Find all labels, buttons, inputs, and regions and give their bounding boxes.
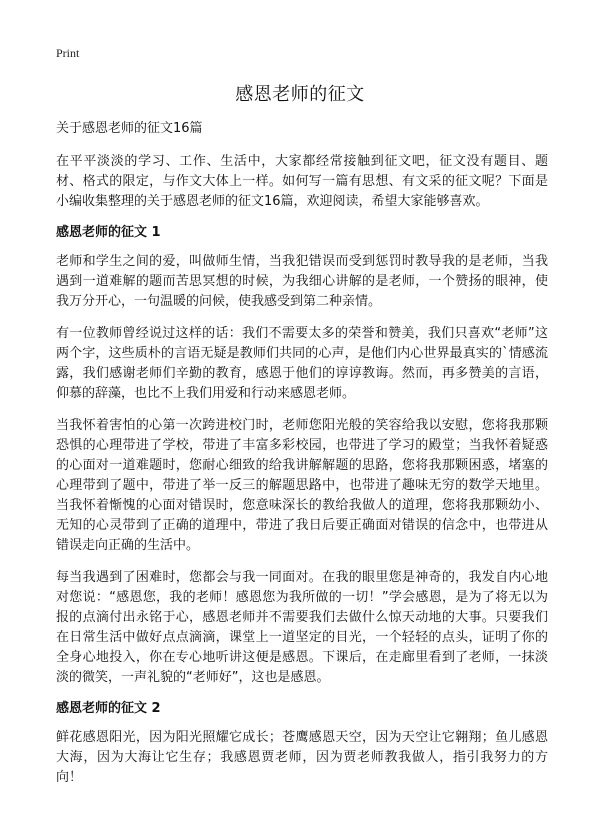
section-paragraph: 有一位教师曾经说过这样的话：我们不需要太多的荣誉和赞美，我们只喜欢“老师”这两个字，这些质朴的言语无疑是教师们共同的心声，是他们内心世界最真实的`情感流露，我们感谢老师们辛勤的教育，感恩于他们的谆谆教诲。然而，再多赞美的言语，仰慕的辞藻，也比不上我们用爱和行动来感恩老师。 [56, 326, 548, 401]
section-heading: 感恩老师的征文 2 [56, 701, 161, 716]
document-body [56, 120, 548, 800]
section-heading: 感恩老师的征文 1 [56, 225, 161, 240]
page-title: 感恩老师的征文 [235, 84, 365, 105]
intro-paragraph: 在平平淡淡的学习、工作、生活中，大家都经常接触到征文吧，征文没有题目、题材、格式的限定，与作文大体上一样。如何写一篇有思想、有文采的征文呢？下面是小编收集整理的关于感恩老师的征文16篇，欢迎阅读，希望大家能够喜欢。 [56, 154, 548, 209]
print-link[interactable]: Print [56, 46, 80, 60]
document-subtitle: 关于感恩老师的征文16篇 [56, 121, 203, 136]
section-paragraph: 老师和学生之间的爱，叫做师生情，当我犯错误而受到惩罚时教导我的是老师，当我遇到一道难解的题而苦思冥想的时候，为我细心讲解的是老师，一个赞扬的眼神，使我万分开心，一句温暖的问候，使我感受到第二种亲情。 [56, 254, 548, 309]
section-paragraph: 当我怀着害怕的心第一次跨进校门时，老师您阳光般的笑容给我以安慰，您将我那颗恐惧的心理带进了学校，带进了丰富多彩校园，也带进了学习的殿堂；当我怀着疑惑的心面对一道难题时，您耐心细致的给我讲解解题的思路，您将我那颗困惑，堵塞的心理带到了题中，带进了举一反三的解题思路中，也带进了趣味无穷的数学天地里。当我怀着惭愧的心面对错误时，您意味深长的教给我做人的道理，您将我那颗幼小、无知的心灵带到了正确的道理中，带进了我日后要正确面对错误的信念中，也带进从错误走向正确的生活中。 [56, 418, 548, 553]
section-paragraph: 鲜花感恩阳光，因为阳光照耀它成长；苍鹰感恩天空，因为天空让它翱翔；鱼儿感恩大海，因为大海让它生存；我感恩贾老师，因为贾老师教我做人，指引我努力的方向！ [56, 730, 548, 785]
section-paragraph: 每当我遇到了困难时，您都会与我一同面对。在我的眼里您是神奇的，我发自内心地对您说：“感恩您，我的老师！感恩您为我所做的一切！”学会感恩，是为了将无以为报的点滴付出永铭于心，感恩老师并不需要我们去做什么惊天动地的大事。只要我们在日常生活中做好点点滴滴，课堂上一道坚定的目光，一个轻轻的点头，证明了你的全身心地投入，你在专心地听讲这便是感恩。下课后，在走廊里看到了老师，一抹淡淡的微笑，一声礼貌的“老师好”，这也是感恩。 [56, 570, 548, 685]
